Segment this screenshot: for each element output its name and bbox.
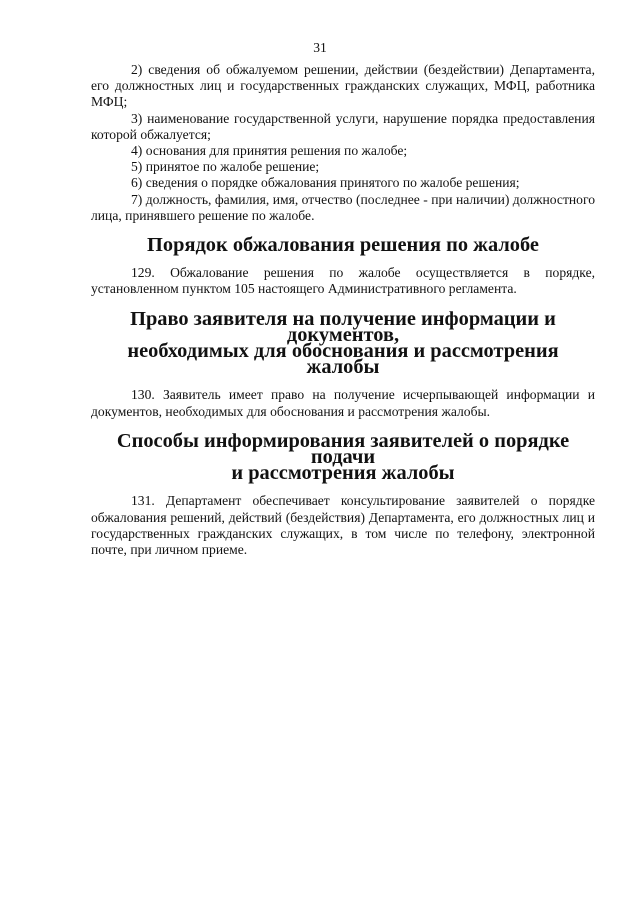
section-heading-appeal-order [91,234,595,257]
document-body [91,62,595,558]
section-heading-informing-methods [91,429,595,485]
heading-line: и рассмотрения жалобы [231,462,455,485]
paragraph-131: 131. Департамент обеспечивает консультирование заявителей о порядке обжалования решений, действий (бездействия) Департамента, его должностных лиц и государственных гражданских служащих, в том числе по телефону, электронной почте, при личном приеме. [91,493,595,558]
heading-line: Право заявителя на получение информации и документов, [130,307,556,346]
list-item-4: 4) основания для принятия решения по жалобе; [131,143,408,159]
list-item-3: 3) наименование государственной услуги, нарушение порядка предоставления которой обжалуется; [91,110,595,142]
heading-line: Порядок обжалования решения по жалобе [147,234,539,257]
paragraph-130: 130. Заявитель имеет право на получение исчерпывающей информации и документов, необходимых для обоснования и рассмотрения жалобы. [91,387,595,419]
list-item-7: 7) должность, фамилия, имя, отчество (последнее - при наличии) должностного лица, принявшего решение по жалобе. [91,191,595,223]
heading-line: Способы информирования заявителей о порядке подачи [116,429,570,469]
list-item-2: 2) сведения об обжалуемом решении, действии (бездействии) Департамента, его должностных лиц и государственных гражданских служащих, МФЦ, работника МФЦ; [91,62,595,110]
list-item-6: 6) сведения о порядке обжалования принятого по жалобе решения; [131,175,520,191]
section-heading-applicant-rights [91,307,595,379]
paragraph-129: 129. Обжалование решения по жалобе осуществляется в порядке, установленном пунктом 105 настоящего Административного регламента. [91,265,595,297]
heading-line: необходимых для обоснования и рассмотрения жалобы [127,340,559,379]
page-number: 31 [313,40,327,55]
list-item-5: 5) принятое по жалобе решение; [131,159,320,175]
